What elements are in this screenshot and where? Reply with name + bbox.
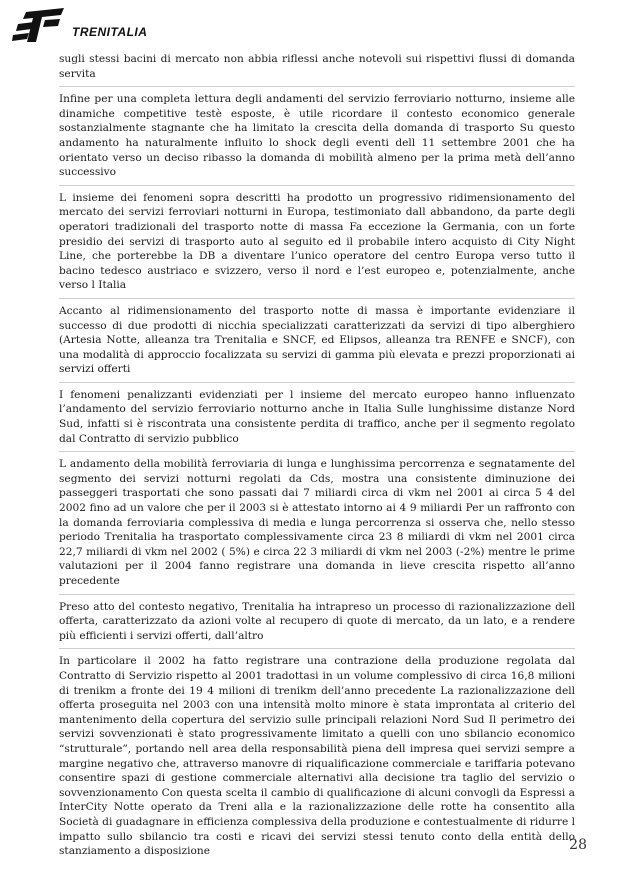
paragraph: L andamento della mobilità ferroviaria di lunga e lunghissima percorrenza e segnatamente del segmento dei servizi notturni regolati da Cds, mostra una consistente diminuzione dei passeggeri trasportati che sono passati dai 7 miliardi circa di vkm nel 2001 ai circa 5 4 del 2002 fino ad un valore che per il 2003 si è attestato intorno ai 4 9 miliardi Per un raffronto con la domanda ferroviaria complessiva di media e lunga percorrenza si osserva che, nello stesso periodo Trenitalia ha trasportato complessivamente circa 23 8 miliardi di vkm nel 2001 circa 22,7 miliardi di vkm nel 2002 ( 5%) e circa 22 3 miliardi di vkm nel 2003 (-2%) mentre le prime valutazioni per il 2004 fanno registrare una domanda in lieve crescita rispetto all’anno precedente: [59, 458, 575, 587]
divider: [59, 594, 575, 595]
paragraph: Preso atto del contesto negativo, Trenitalia ha intrapreso un processo di razionalizzazione dell offerta, caratterizzato da azioni volte al recupero di quote di mercato, da un lato, e a rendere più efficienti i servizi offerti, dall’altro: [59, 600, 575, 642]
divider: [59, 185, 575, 186]
trenitalia-logo-icon: [12, 6, 68, 46]
brand-name: TRENITALIA: [72, 25, 148, 39]
divider: [59, 86, 575, 87]
paragraph: In particolare il 2002 ha fatto registrare una contrazione della produzione regolata dal Contratto di Servizio rispetto al 2001 tradottasi in un volume complessivo di circa 16,8 milioni di trenikm a fronte dei 19 4 milioni di trenikm dell’anno precedente La razionalizzazione dell offerta proseguita nel 2003 con una intensità molto minore è stata improntata al criterio del mantenimento della copertura del servizio sulle principali relazioni Nord Sud Il perimetro dei servizi sovvenzionati è stato progressivamente limitato a quelli con uno sbilancio economico “strutturale”, portando nell area della responsabilità piena dell impresa quei servizi sempre a margine negativo che, attraverso manovre di riqualificazione commerciale e tariffaria potevano consentire spazi di gestione commerciale alternativi alla decisione tra taglio del servizio o sovvenzionamento Con questa scelta il cambio di qualificazione di alcuni convogli da Espressi a InterCity Notte operato da Treni alla e la razionalizzazione delle rotte ha consentito alla Società di guadagnare in efficienza complessiva della produzione e contestualmente di ridurre l impatto sullo sbilancio tra costi e ricavi dei servizi stessi tenuto conto della entità dello stanziamento a disposizione: [59, 655, 575, 858]
divider: [59, 451, 575, 452]
paragraph: I fenomeni penalizzanti evidenziati per l insieme del mercato europeo hanno influenzato l’andamento del servizio ferroviario notturno anche in Italia Sulle lunghissime distanze Nord Sud, infatti si è riscontrata una consistente perdita di traffico, anche per il segmento regolato dal Contratto di servizio pubblico: [59, 388, 575, 445]
divider: [59, 382, 575, 383]
divider: [59, 648, 575, 649]
page-number: 28: [569, 837, 587, 853]
paragraph: Accanto al ridimensionamento del trasporto notte di massa è importante evidenziare il successo di due prodotti di nicchia specializzati caratterizzati da servizi di tipo alberghiero (Artesia Notte, alleanza tra Trenitalia e SNCF, ed Elipsos, alleanza tra RENFE e SNCF), con una modalità di approccio focalizzata su servizi di gamma più elevata e prezzi proporzionati ai servizi offerti: [59, 304, 575, 376]
paragraph: sugli stessi bacini di mercato non abbia riflessi anche notevoli sui rispettivi flussi di domanda servita: [59, 53, 575, 80]
page-header: [12, 6, 312, 46]
paragraph: Infine per una completa lettura degli andamenti del servizio ferroviario notturno, insieme alle dinamiche competitive testè esposte, è utile ricordare il contesto economico generale sostanzialmente stagnante che ha limitato la crescita della domanda di trasporto Su questo andamento ha naturalmente influito lo shock degli eventi dell 11 settembre 2001 che ha orientato verso un deciso ribasso la domanda di mobilità almeno per la prima metà dell’anno successivo: [59, 93, 575, 179]
divider: [59, 298, 575, 299]
document-body: [59, 52, 575, 864]
paragraph: L insieme dei fenomeni sopra descritti ha prodotto un progressivo ridimensionamento del mercato dei servizi ferroviari notturni in Europa, testimoniato dall abbandono, da parte degli operatori tradizionali del trasporto notte di massa Fa eccezione la Germania, con un forte presidio dei servizi di trasporto auto al seguito ed il probabile intero acquisto di City Night Line, che porterebbe la DB a diventare l’unico operatore del centro Europa verso tutto il bacino tedesco austriaco e svizzero, verso il nord e l’est europeo e, potenzialmente, anche verso l Italia: [59, 191, 575, 292]
